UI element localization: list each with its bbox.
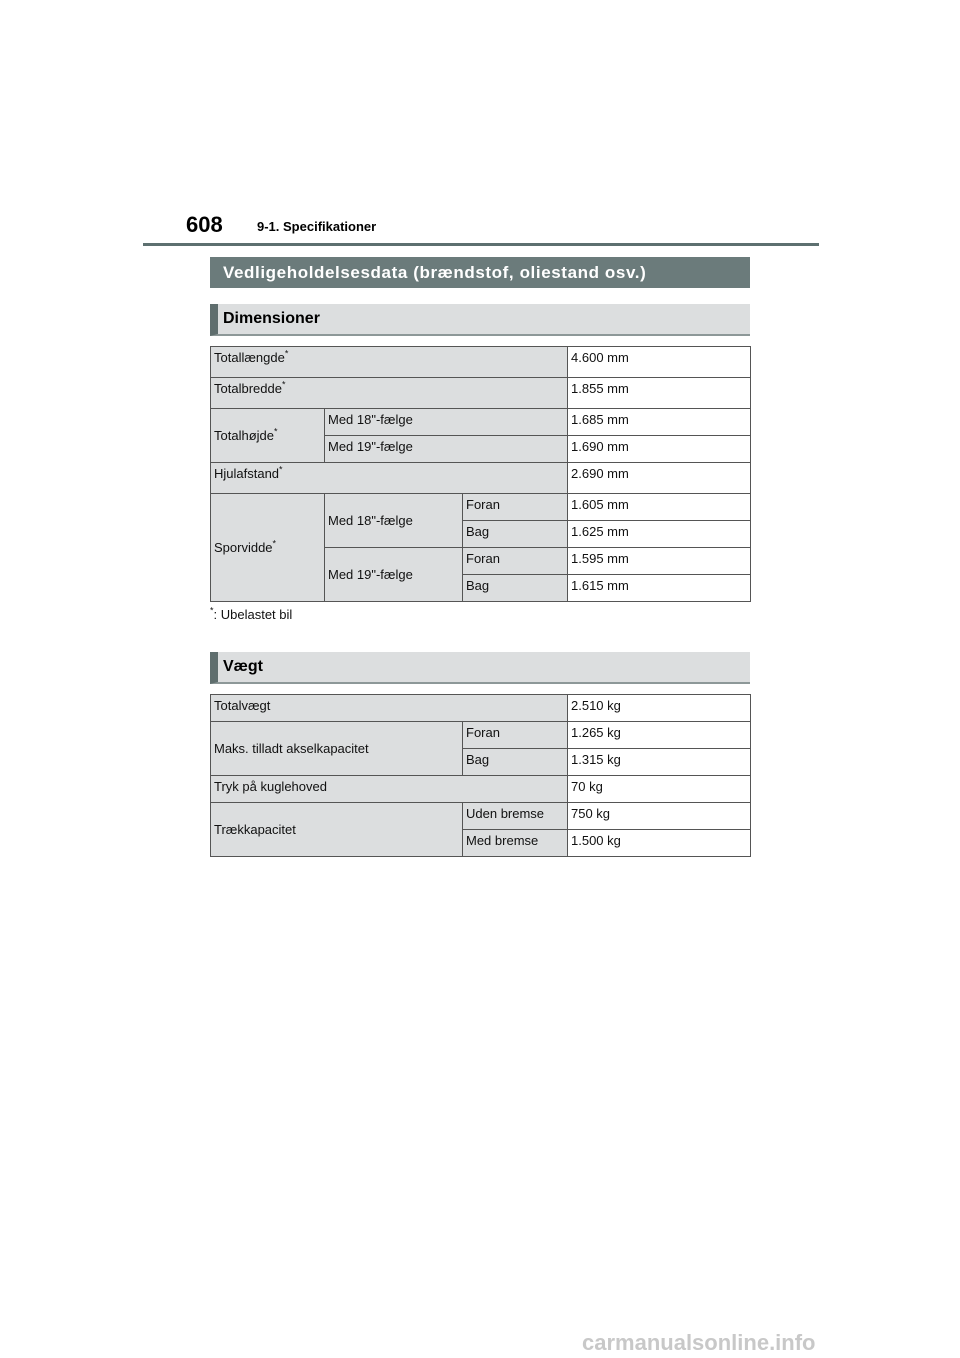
table-row xyxy=(211,463,751,494)
table-cell: 1.690 mm xyxy=(568,436,751,463)
watermark: carmanualsonline.info xyxy=(582,1330,816,1355)
table-cell: 2.690 mm xyxy=(568,463,751,494)
footnote: *: Ubelastet bil xyxy=(210,605,293,622)
table-cell: Bag xyxy=(463,749,568,776)
table-cell: Tryk på kuglehoved xyxy=(211,776,568,803)
table-row xyxy=(211,776,751,803)
dimensions-table xyxy=(210,346,751,602)
table-cell: 1.855 mm xyxy=(568,378,751,409)
table-cell: Med 19"-fælge xyxy=(325,436,568,463)
table-row xyxy=(211,494,751,521)
table-cell: Sporvidde* xyxy=(211,494,325,602)
table-cell: 1.685 mm xyxy=(568,409,751,436)
table-cell: Uden bremse xyxy=(463,803,568,830)
table-cell: Totalbredde* xyxy=(211,378,568,409)
table-cell: 1.605 mm xyxy=(568,494,751,521)
table-row xyxy=(211,378,751,409)
table-cell: 70 kg xyxy=(568,776,751,803)
table-row xyxy=(211,409,751,436)
header-rule xyxy=(143,243,819,246)
table-row xyxy=(211,347,751,378)
table-cell: Bag xyxy=(463,575,568,602)
table-cell: Foran xyxy=(463,548,568,575)
table-cell: 2.510 kg xyxy=(568,695,751,722)
table-cell: Totallængde* xyxy=(211,347,568,378)
table-cell: 1.315 kg xyxy=(568,749,751,776)
table-cell: 750 kg xyxy=(568,803,751,830)
table-cell: Med 18"-fælge xyxy=(325,409,568,436)
table-cell: Med bremse xyxy=(463,830,568,857)
section-title: Vedligeholdelsesdata (brændstof, oliestand osv.) xyxy=(210,257,750,288)
table-row xyxy=(211,722,751,749)
table-cell: 1.615 mm xyxy=(568,575,751,602)
table-cell: Totalvægt xyxy=(211,695,568,722)
table-cell: 1.625 mm xyxy=(568,521,751,548)
table-cell: 1.500 kg xyxy=(568,830,751,857)
table-cell: 1.595 mm xyxy=(568,548,751,575)
table-cell: Trækkapacitet xyxy=(211,803,463,857)
chapter-title: 9-1. Specifikationer xyxy=(257,219,377,234)
table-cell: Foran xyxy=(463,494,568,521)
table-cell: Totalhøjde* xyxy=(211,409,325,463)
table-cell: Maks. tilladt akselkapacitet xyxy=(211,722,463,776)
page-number: 608 xyxy=(186,212,223,237)
table-cell: Med 19"-fælge xyxy=(325,548,463,602)
dimensions-heading: Dimensioner xyxy=(210,304,750,336)
table-cell: 1.265 kg xyxy=(568,722,751,749)
table-row xyxy=(211,803,751,830)
table-row xyxy=(211,695,751,722)
table-cell: 4.600 mm xyxy=(568,347,751,378)
table-cell: Hjulafstand* xyxy=(211,463,568,494)
weight-heading: Vægt xyxy=(210,652,750,684)
table-cell: Foran xyxy=(463,722,568,749)
weight-table xyxy=(210,694,751,857)
table-cell: Med 18"-fælge xyxy=(325,494,463,548)
table-cell: Bag xyxy=(463,521,568,548)
